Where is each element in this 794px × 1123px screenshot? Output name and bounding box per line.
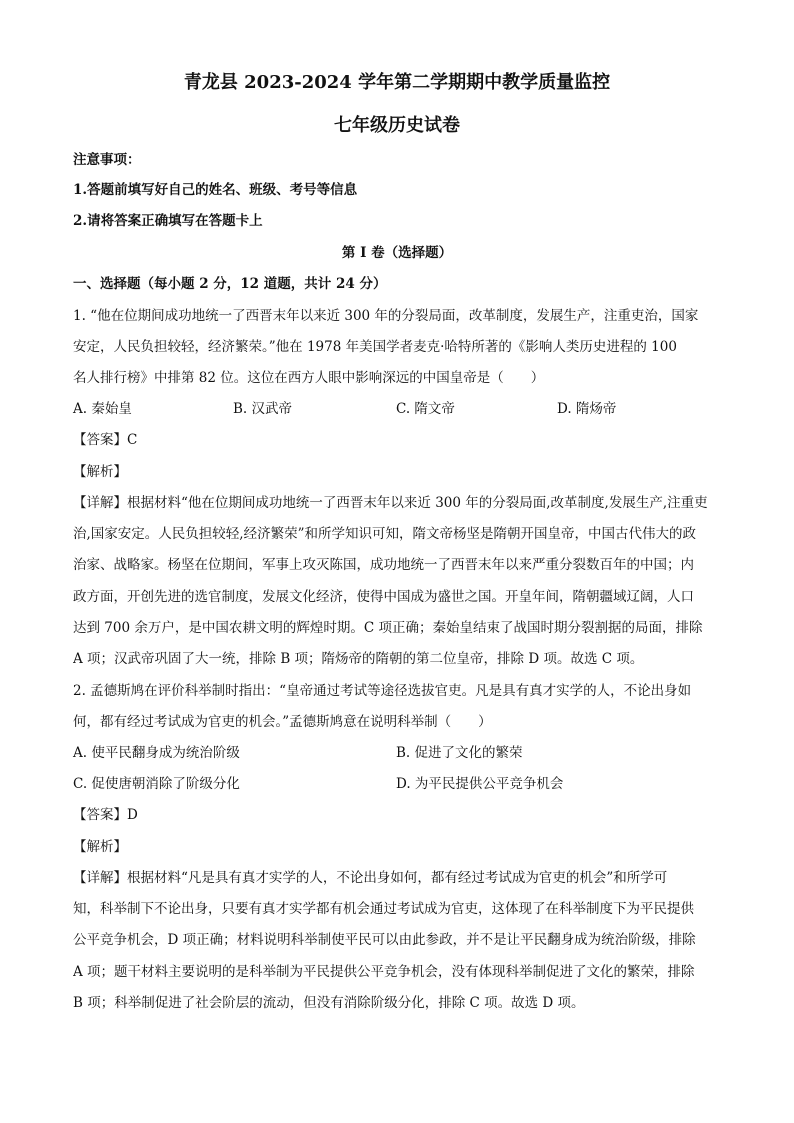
exam-title: 青龙县 2023-2024 学年第二学期期中教学质量监控: [183, 72, 611, 93]
q1-stem-line: 1. “他在位期间成功地统一了西晋末年以来近 300 年的分裂局面，改革制度，发展生产，注重吏治，国家: [73, 308, 699, 324]
q2-detail-line: 【详解】根据材料“凡是具有真才实学的人，不论出身如何，都有经过考试成为官吏的机会”和所学可: [73, 870, 668, 886]
q1-answer: 【答案】C: [73, 432, 138, 448]
q1-detail-line: 【详解】根据材料“他在位期间成功地统一了西晋末年以来近 300 年的分裂局面,改革制度,发展生产,注重吏: [73, 495, 708, 511]
exam-subtitle: 七年级历史试卷: [334, 115, 460, 136]
q1-option-c: C. 隋文帝: [396, 401, 455, 417]
q1-analysis-label: 【解析】: [73, 464, 127, 480]
q2-option-a: A. 使平民翻身成为统治阶级: [73, 745, 240, 761]
q1-detail-line: 治家、战略家。杨坚在位期间，军事上攻灭陈国，成功地统一了西晋末年以来严重分裂数百年的中国；内: [73, 557, 694, 573]
q2-detail-line: A 项；题干材料主要说明的是科举制为平民提供公平竞争机会，没有体现科举制促进了文化的繁荣，排除: [73, 964, 695, 980]
q2-detail-line: 知，科举制下不论出身，只要有真才实学都有机会通过考试成为官吏，这体现了在科举制度下为平民提供: [73, 901, 694, 917]
q2-analysis-label: 【解析】: [73, 839, 127, 855]
q2-option-d: D. 为平民提供公平竞争机会: [396, 776, 564, 792]
q2-option-b: B. 促进了文化的繁荣: [396, 745, 523, 761]
notes-item-1: 1.答题前填写好自己的姓名、班级、考号等信息: [73, 182, 358, 198]
q2-detail-line: 公平竞争机会，D 项正确；材料说明科举制使平民可以由此参政，并不是让平民翻身成为统治阶级，排除: [73, 932, 696, 948]
section-heading: 一、选择题（每小题 2 分，12 道题，共计 24 分）: [73, 276, 387, 292]
q1-option-a: A. 秦始皇: [73, 401, 132, 417]
q1-stem-line: 安定，人民负担较轻，经济繁荣。”他在 1978 年美国学者麦克·哈特所著的《影响人类历史进程的 100: [73, 339, 677, 355]
q1-detail-line: 达到 700 余万户，是中国农耕文明的辉煌时期。C 项正确；秦始皇结束了战国时期分裂割据的局面，排除: [73, 620, 703, 636]
notes-item-2: 2.请将答案正确填写在答题卡上: [73, 213, 263, 229]
q1-option-d: D. 隋炀帝: [557, 401, 617, 417]
q2-stem-line: 2. 孟德斯鸠在评价科举制时指出：“皇帝通过考试等途径选拔官吏。凡是具有真才实学的人，不论出身如: [73, 683, 692, 699]
notes-heading: 注意事项：: [73, 152, 141, 168]
q2-option-c: C. 促使唐朝消除了阶级分化: [73, 776, 240, 792]
q1-stem-line: 名人排行榜》中排第 82 位。这位在西方人眼中影响深远的中国皇帝是（ ）: [73, 370, 545, 386]
q1-detail-line: 治,国家安定。人民负担较轻,经济繁荣”和所学知识可知，隋文帝杨坚是隋朝开国皇帝，中国古代伟大的政: [73, 526, 696, 542]
q1-detail-line: 政方面，开创先进的选官制度，发展文化经济，使得中国成为盛世之国。开皇年间，隋朝疆域辽阔，人口: [73, 589, 694, 605]
q1-option-b: B. 汉武帝: [233, 401, 293, 417]
q1-detail-line: A 项；汉武帝巩固了大一统，排除 B 项；隋炀帝的隋朝的第二位皇帝，排除 D 项。故选 C 项。: [73, 651, 644, 667]
q2-detail-line: B 项；科举制促进了社会阶层的流动，但没有消除阶级分化，排除 C 项。故选 D 项。: [73, 995, 585, 1011]
q2-stem-line: 何，都有经过考试成为官吏的机会。”孟德斯鸠意在说明科举制（ ）: [73, 714, 492, 730]
volume-heading: 第 I 卷（选择题）: [341, 245, 453, 261]
q2-answer: 【答案】D: [73, 807, 138, 823]
